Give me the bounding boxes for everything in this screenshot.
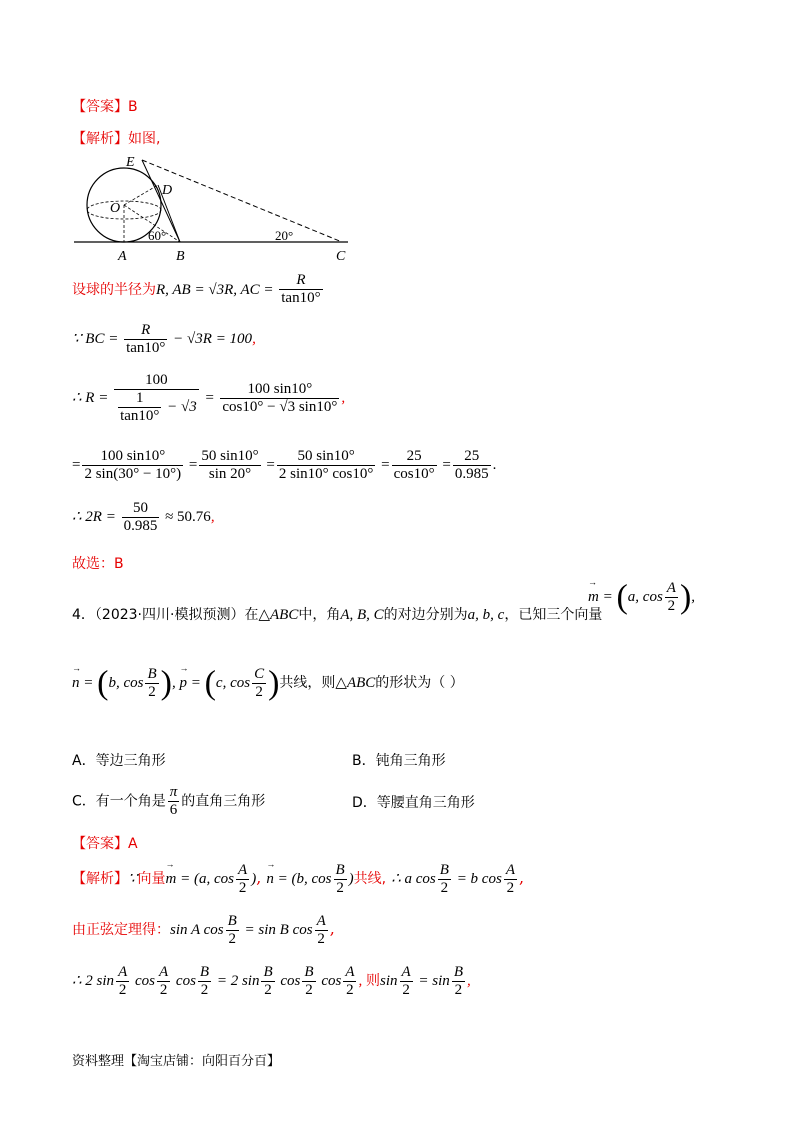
answer-label: 【答案】B [72,99,138,115]
vectors-n-p: → n = (b, cos $\frac{B}{2}$ ), → p = (c, cos $\frac{C}{2}$ )共线，则△ABC的形状为（ ） [72,666,464,701]
footer-source: 资料整理【淘宝店铺：向阳百分百】 [72,1054,281,1069]
step-2r: ∴ 2R = $\frac{50}{0.985}$ ≈ 50.76, [72,500,215,534]
step-radius: 设球的半径为R, AB = √3R, AC = $\frac{R}{\tan 10^\circ}$ [72,272,321,306]
geometry-figure [70,150,360,265]
step-r: ∴ R = 100 $\frac{1}{\tan 10^\circ}$ − √3 = $\frac{100 \sin 10^\circ}{\cos 10^\circ - √3 \sin 10^\circ}$ , [72,372,346,424]
vector-m: → m = (a, cos $\frac{A}{2}$ ), [588,580,695,615]
question-4-stem: 4．（2023·四川·模拟预测）在△ABC中，角A, B, C的对边分别为a, b, c，已知三个向量 [72,607,603,623]
label-a: A [118,249,127,264]
step-chain: = $\frac{100 \sin 10^\circ}{2 \sin(30^\circ - 10^\circ)}$ = $\frac{50 \sin 10^\circ}{\sin 20^\circ}$ = $\frac{50 \sin 10^\circ}{2 \sin 10^\circ \cos 10^\circ}$ = $\frac{25}{\cos 10^\circ}$ = $\frac{25}{0.985}$ . [72,448,497,482]
label-d: D [162,183,173,198]
label-20: 20° [275,228,294,243]
label-e: E [126,155,135,170]
sine-rule: 由正弦定理得：sin A cos $\frac{B}{2}$ = sin B cos $\frac{A}{2}$ , [72,913,335,947]
option-b: B．钝角三角形 [352,753,446,769]
label-o: O [110,201,121,216]
choose-line: 故选：B [72,556,124,572]
analysis-line: 【解析】如图, [72,131,161,147]
option-d: D．等腰直角三角形 [352,795,475,811]
analysis-4: 【解析】∵向量→ m = (a, cos $\frac{A}{2}$ ), → n = (b, cos $\frac{B}{2}$ )共线, ∴ a cos $\frac{B}{2}$ = b cos $\frac{A}{2}$ , [72,862,524,897]
option-a: A．等边三角形 [72,753,166,769]
label-c: C [336,249,346,264]
answer-4: 【答案】A [72,836,138,852]
label-b: B [176,249,185,264]
option-c: C．有一个角是 $\frac{\pi}{6}$ 的直角三角形 [72,784,266,818]
final-derivation: ∴ 2 sin $\frac{A}{2}$ cos $\frac{A}{2}$ cos $\frac{B}{2}$ = 2 sin $\frac{B}{2}$ cos $\frac{B}{2}$ cos $\frac{A}{2}$ , 则sin $\frac{A}{2}$ = sin $\frac{B}{2}$ , [72,964,471,998]
step-bc: ∵ BC = $\frac{R}{\tan 10^\circ}$ − √3R = 100, [72,322,256,356]
label-60: 60° [148,228,167,243]
